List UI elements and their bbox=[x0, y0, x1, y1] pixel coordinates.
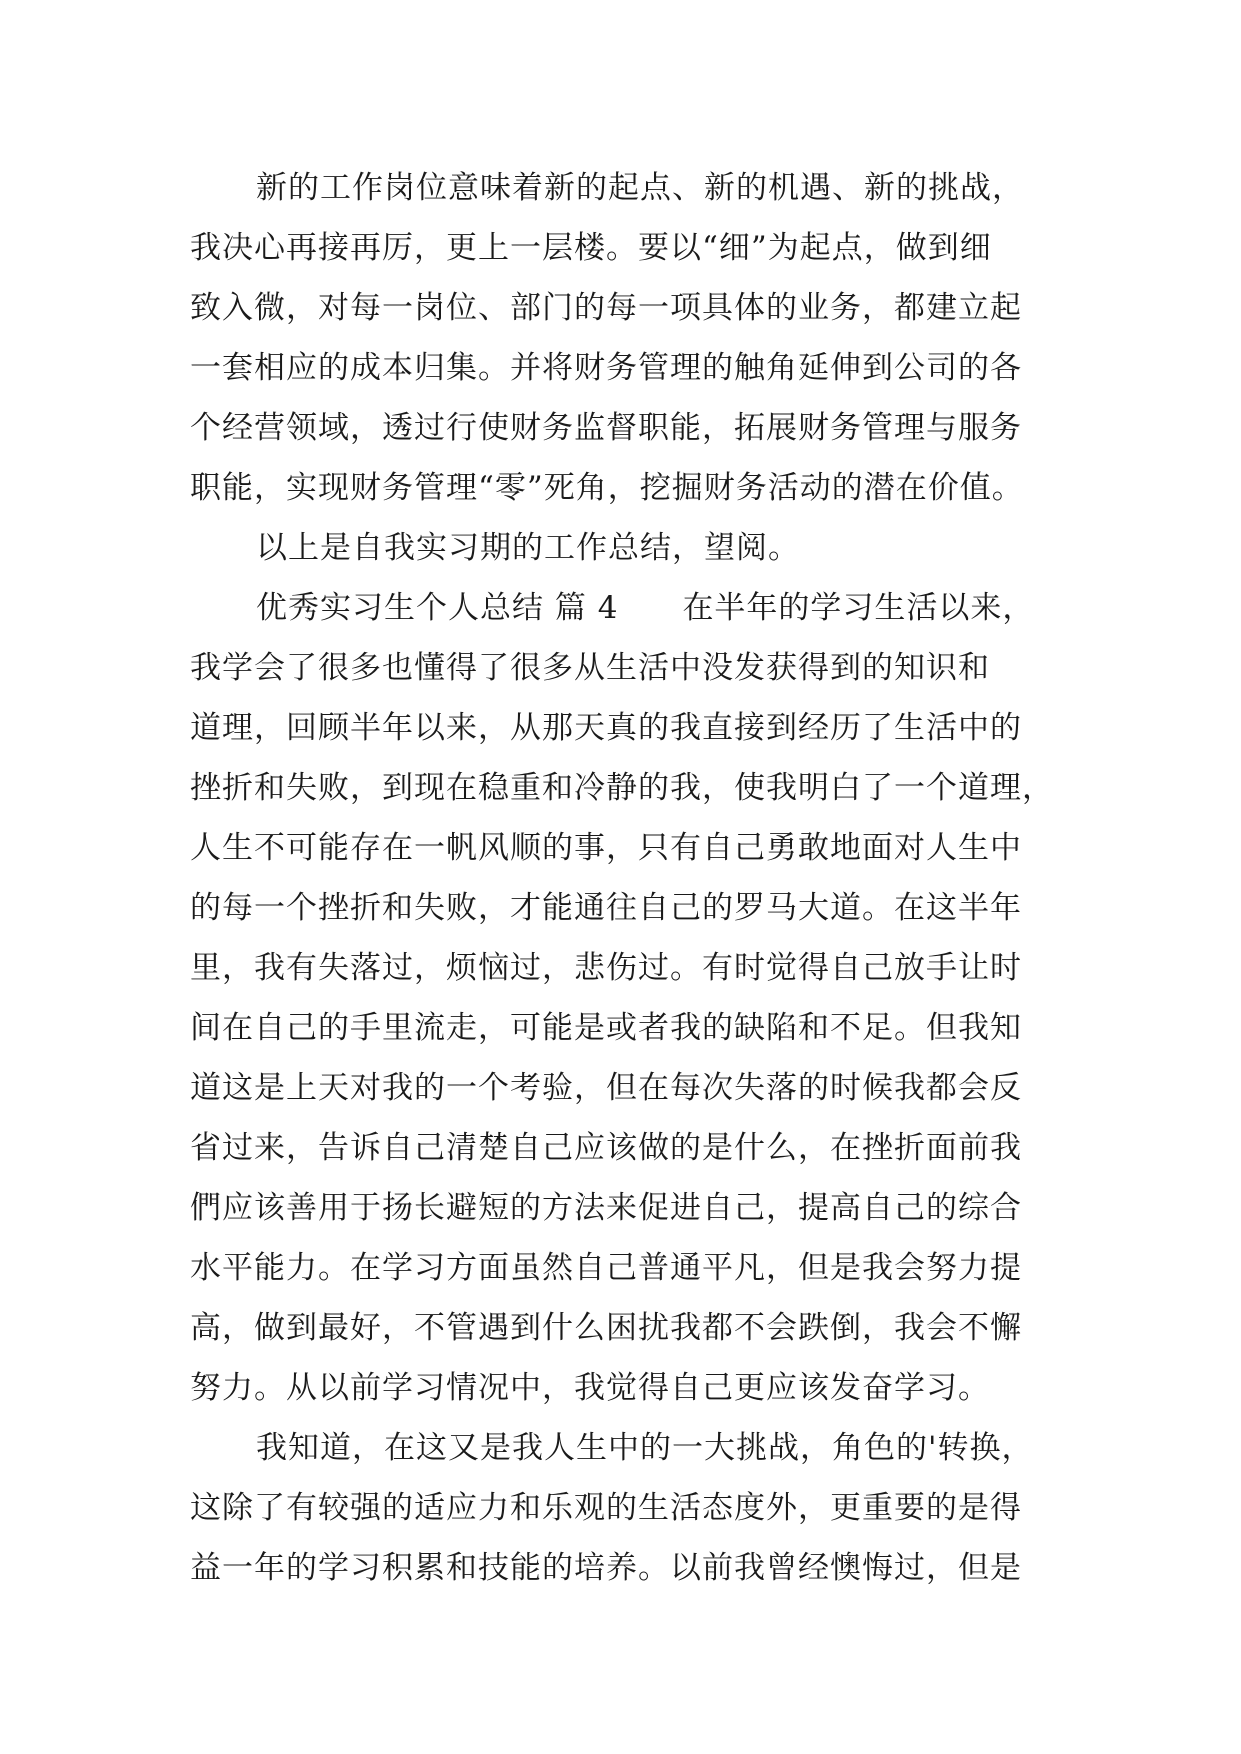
text-line: 們应该善用于扬长避短的方法来促进自己，提高自己的综合 bbox=[190, 1190, 1022, 1226]
text-line: 道理，回顾半年以来，从那天真的我直接到经历了生活中的 bbox=[190, 710, 1022, 746]
text-line: 我知道，在这又是我人生中的一大挑战，角色的'转换， bbox=[256, 1430, 1034, 1466]
text-line: 以上是自我实习期的工作总结，望阅。 bbox=[256, 530, 800, 566]
text-line: 道这是上天对我的一个考验，但在每次失落的时候我都会反 bbox=[190, 1070, 1022, 1106]
text-line: 一套相应的成本归集。并将财务管理的触角延伸到公司的各 bbox=[190, 350, 1022, 386]
text-line: 致入微，对每一岗位、部门的每一项具体的业务，都建立起 bbox=[190, 290, 1022, 326]
text-line: 个经营领域，透过行使财务监督职能，拓展财务管理与服务 bbox=[190, 410, 1022, 446]
text-line: 里，我有失落过，烦恼过，悲伤过。有时觉得自己放手让时 bbox=[190, 950, 1022, 986]
text-line: 我决心再接再厉，更上一层楼。要以“细”为起点，做到细 bbox=[190, 230, 992, 266]
text-line: 我学会了很多也懂得了很多从生活中没发获得到的知识和 bbox=[190, 650, 990, 686]
document-body bbox=[190, 158, 1054, 1598]
text-line: 新的工作岗位意味着新的起点、新的机遇、新的挑战， bbox=[256, 170, 1024, 206]
section-heading: 优秀实习生个人总结 篇 4 bbox=[256, 590, 619, 626]
text-line: 益一年的学习积累和技能的培养。以前我曾经懊悔过，但是 bbox=[190, 1550, 1022, 1586]
text-line: 在半年的学习生活以来， bbox=[682, 590, 1035, 626]
text-line: 努力。从以前学习情况中，我觉得自己更应该发奋学习。 bbox=[190, 1370, 990, 1406]
text-line: 水平能力。在学习方面虽然自己普通平凡，但是我会努力提 bbox=[190, 1250, 1022, 1286]
text-line: 职能，实现财务管理“零”死角，挖掘财务活动的潜在价值。 bbox=[190, 470, 1024, 506]
text-line: 挫折和失败，到现在稳重和冷静的我，使我明白了一个道理， bbox=[190, 770, 1054, 806]
section-line bbox=[190, 578, 1050, 638]
text-line: 省过来，告诉自己清楚自己应该做的是什么，在挫折面前我 bbox=[190, 1130, 1022, 1166]
text-line: 间在自己的手里流走，可能是或者我的缺陷和不足。但我知 bbox=[190, 1010, 1022, 1046]
text-line: 高，做到最好，不管遇到什么困扰我都不会跌倒，我会不懈 bbox=[190, 1310, 1022, 1346]
text-line: 的每一个挫折和失败，才能通往自己的罗马大道。在这半年 bbox=[190, 890, 1022, 926]
text-line: 人生不可能存在一帆风顺的事，只有自己勇敢地面对人生中 bbox=[190, 830, 1022, 866]
text-line: 这除了有较强的适应力和乐观的生活态度外，更重要的是得 bbox=[190, 1490, 1022, 1526]
